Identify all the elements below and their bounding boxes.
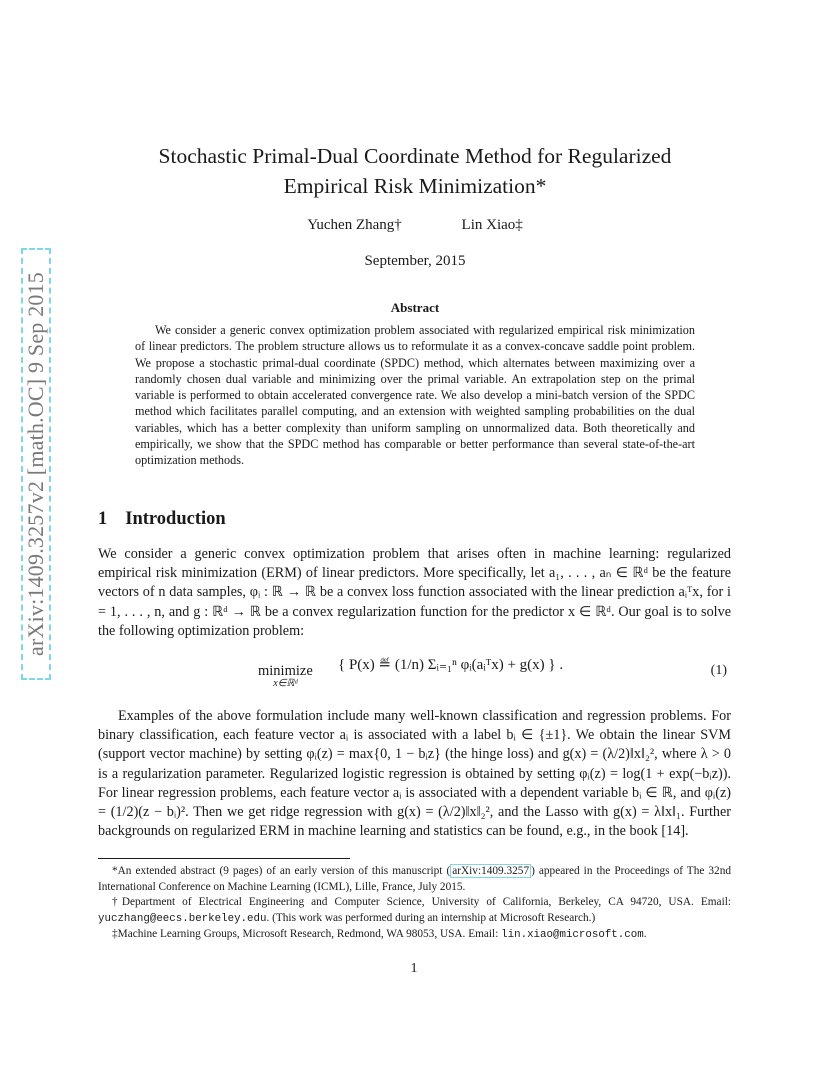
section-number: 1 [98, 509, 108, 529]
intro-paragraph-1: We consider a generic convex optimization problem that arises often in machine learning: regularized empirical risk minimization (ERM) of linear predictors. More specifically, let a₁, . . . , aₙ ∈ ℝᵈ be the feature vectors of n data samples, φᵢ : ℝ → ℝ be a convex loss function associated with the linear prediction aᵢᵀx, for i = 1, . . . , n, and g : ℝᵈ → ℝ be a convex regularization function for the predictor x ∈ ℝᵈ. Our goal is to solve the following optimization problem: [98, 546, 731, 639]
footnotes [98, 864, 731, 944]
author-list [100, 217, 730, 234]
arxiv-stamp-text: arXiv:1409.3257v2 [math.OC] 9 Sep 2015 [23, 271, 48, 657]
footnote-3-pre: ‡Machine Learning Groups, Microsoft Research, Redmond, WA 98053, USA. Email: [112, 928, 502, 940]
intro-paragraph-2: Examples of the above formulation include many well-known classification and regression problems. For binary classification, each feature vector aᵢ is associated with a label bᵢ ∈ {±1}. We obtain the linear SVM (support vector machine) by setting φᵢ(z) = max{0, 1 − bᵢz} (the hinge loss) and g(x) = (λ/2)‖x‖₂², where λ > 0 is a regularization parameter. Regularized logistic regression is obtained by setting φᵢ(z) = log(1 + exp(−bᵢz)). For linear regression problems, each feature vector aᵢ is associated with a dependent variable bᵢ ∈ ℝ, and φᵢ(z) = (1/2)(z − bᵢ)². Then we get ridge regression with g(x) = (λ/2)‖x‖₂², and the Lasso with g(x) = λ‖x‖₁. Further backgrounds on regularized ERM in machine learning and statistics can be found, e.g., in the book [14]. [98, 708, 731, 840]
title-line-2: Empirical Risk Minimization* [283, 174, 547, 198]
section-heading [98, 509, 226, 530]
arxiv-stamp[interactable] [21, 248, 51, 680]
equation-number: (1) [710, 663, 727, 678]
author-1: Yuchen Zhang† [307, 217, 402, 233]
abstract-text: We consider a generic convex optimization problem associated with regularized empirical risk minimization of linear predictors. The problem structure allows us to reformulate it as a convex-concave saddle point problem. We propose a stochastic primal-dual coordinate (SPDC) method, which alternates between maximizing over a randomly chosen dual variable and minimizing over the primal variable. An extrapolation step on the primal variable is performed to obtain accelerated convergence rate. We also develop a mini-batch version of the SPDC method which facilitates parallel computing, and an extension with weighted sampling probabilities on the dual variables, which has a better complexity than uniform sampling on unnormalized data. Both theoretically and empirically, we show that the SPDC method has comparable or better performance than several state-of-the-art optimization methods. [135, 323, 695, 468]
page-number: 1 [410, 961, 418, 976]
footnote-1-pre: *An extended abstract (9 pages) of an early version of this manuscript ( [112, 865, 451, 877]
equation-1 [98, 655, 731, 705]
paper-title [100, 141, 730, 201]
arxiv-link[interactable]: arXiv:1409.3257 [452, 865, 530, 877]
footnote-3-post: . [643, 928, 647, 940]
equation-operator [258, 663, 313, 689]
author-2: Lin Xiao‡ [461, 217, 523, 233]
email-xiao: lin.xiao@microsoft.com [501, 929, 644, 941]
equation-expression: { P(x) ≝ (1/n) Σᵢ₌₁ⁿ φᵢ(aᵢᵀx) + g(x) } . [338, 657, 564, 673]
footnote-2-post: . (This work was performed during an internship at Microsoft Research.) [266, 911, 596, 924]
equation-body [338, 655, 563, 674]
abstract-heading: Abstract [390, 300, 440, 315]
email-zhang: yuczhang@eecs.berkeley.edu [98, 912, 267, 925]
footnote-1 [98, 864, 731, 895]
equation-op-text: minimize [258, 663, 313, 679]
footnote-2-pre: †Department of Electrical Engineering and Computer Science, University of California, Berkeley, CA 94720, USA. Email: [112, 896, 731, 908]
equation-op-subscript: x∈ℝᵈ [273, 678, 298, 689]
section-title: Introduction [125, 509, 226, 529]
footnote-rule [98, 858, 350, 859]
title-line-1: Stochastic Primal-Dual Coordinate Method for Regularized [158, 144, 672, 168]
footnote-1-post: ) appeared in the Proceedings of The 32nd International Conference on Machine Learning (ICML), Lille, France, July 2015. [98, 865, 731, 893]
footnote-2 [98, 895, 731, 927]
publication-date: September, 2015 [364, 253, 466, 269]
footnote-3 [98, 927, 731, 944]
